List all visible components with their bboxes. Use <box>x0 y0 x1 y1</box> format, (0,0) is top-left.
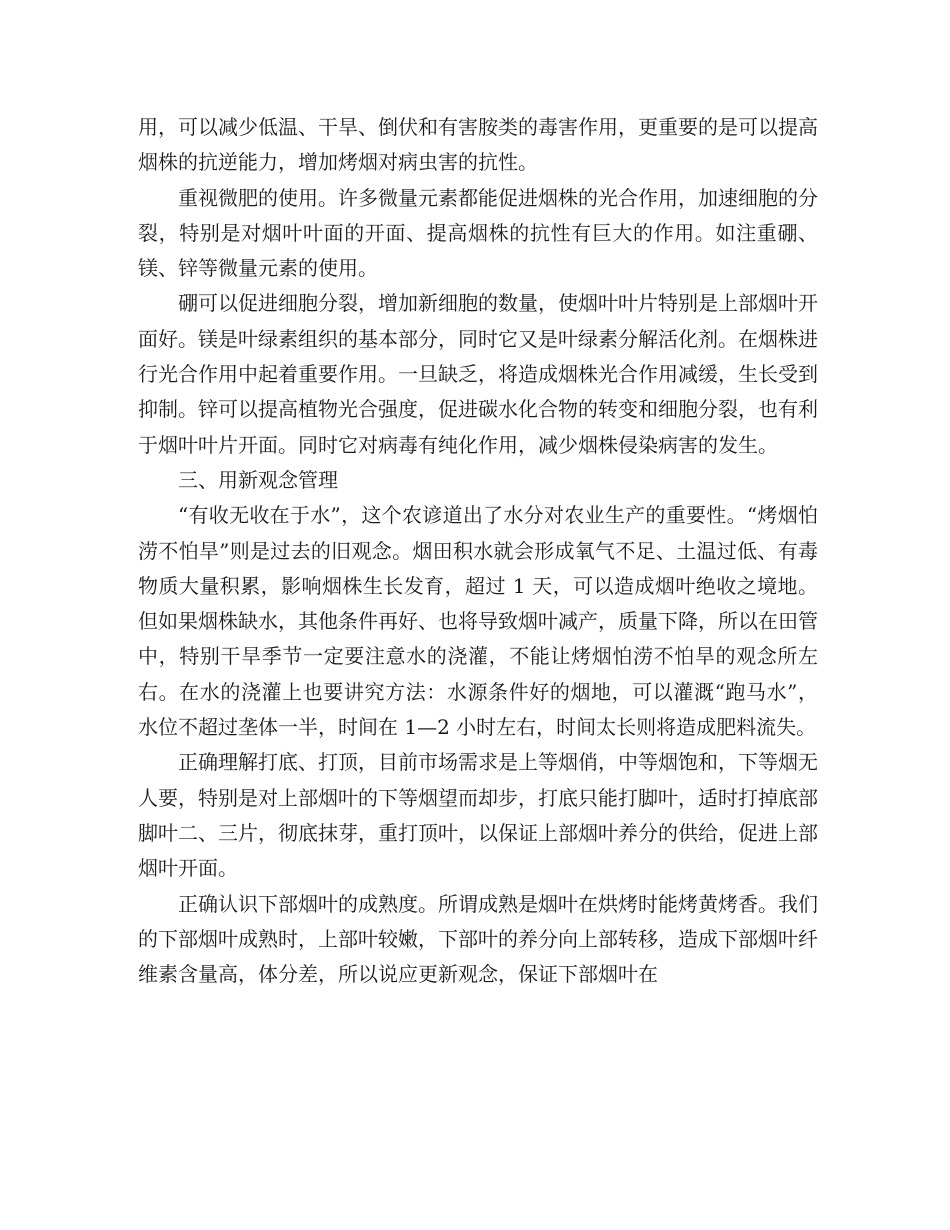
paragraph-boron-magnesium-zinc: 硼可以促进细胞分裂，增加新细胞的数量，使烟叶叶片特别是上部烟叶开面好。镁是叶绿素组织的基本部分，同时它又是叶绿素分解活化剂。在烟株进行光合作用中起着重要作用。一旦缺乏，将造成烟株光合作用减缓，生长受到抑制。锌可以提高植物光合强度，促进碳水化合物的转变和细胞分裂，也有利于烟叶叶片开面。同时它对病毒有纯化作用，减少烟株侵染病害的发生。 <box>138 291 818 457</box>
paragraph-topping: 正确理解打底、打顶，目前市场需求是上等烟俏，中等烟饱和，下等烟无人要，特别是对上部烟叶的下等烟望而却步，打底只能打脚叶，适时打掉底部脚叶二、三片，彻底抹芽，重打顶叶，以保证上部烟叶养分的供给，促进上部烟叶开面。 <box>138 750 818 881</box>
paragraph-continuation: 用，可以减少低温、干旱、倒伏和有害胺类的毒害作用，更重要的是可以提高烟株的抗逆能力，增加烤烟对病虫害的抗性。 <box>138 115 818 175</box>
paragraph-micro-fertilizer: 重视微肥的使用。许多微量元素都能促进烟株的光合作用，加速细胞的分裂，特别是对烟叶叶面的开面、提高烟株的抗性有巨大的作用。如注重硼、镁、锌等微量元素的使用。 <box>138 185 818 281</box>
document-body <box>138 110 818 992</box>
paragraph-maturity: 正确认识下部烟叶的成熟度。所谓成熟是烟叶在烘烤时能烤黄烤香。我们的下部烟叶成熟时，上部叶较嫩，下部叶的养分向上部转移，造成下部烟叶纤维素含量高，体分差，所以说应更新观念，保证下部烟叶在 <box>138 891 818 987</box>
section-heading: 三、用新观念管理 <box>178 467 338 492</box>
paragraph-water-management: “有收无收在于水”，这个农谚道出了水分对农业生产的重要性。“烤烟怕涝不怕旱”则是过去的旧观念。烟田积水就会形成氧气不足、土温过低、有毒物质大量积累，影响烟株生长发育，超过 1 天，可以造成烟叶绝收之境地。但如果烟株缺水，其他条件再好、也将导致烟叶减产，质量下降，所以在田管中，特别干旱季节一定要注意水的浇灌，不能让烤烟怕涝不怕旱的观念所左右。在水的浇灌上也要讲究方法：水源条件好的烟地，可以灌溉“跑马水”，水位不超过垄体一半，时间在 1—2 小时左右，时间太长则将造成肥料流失。 <box>138 503 818 740</box>
